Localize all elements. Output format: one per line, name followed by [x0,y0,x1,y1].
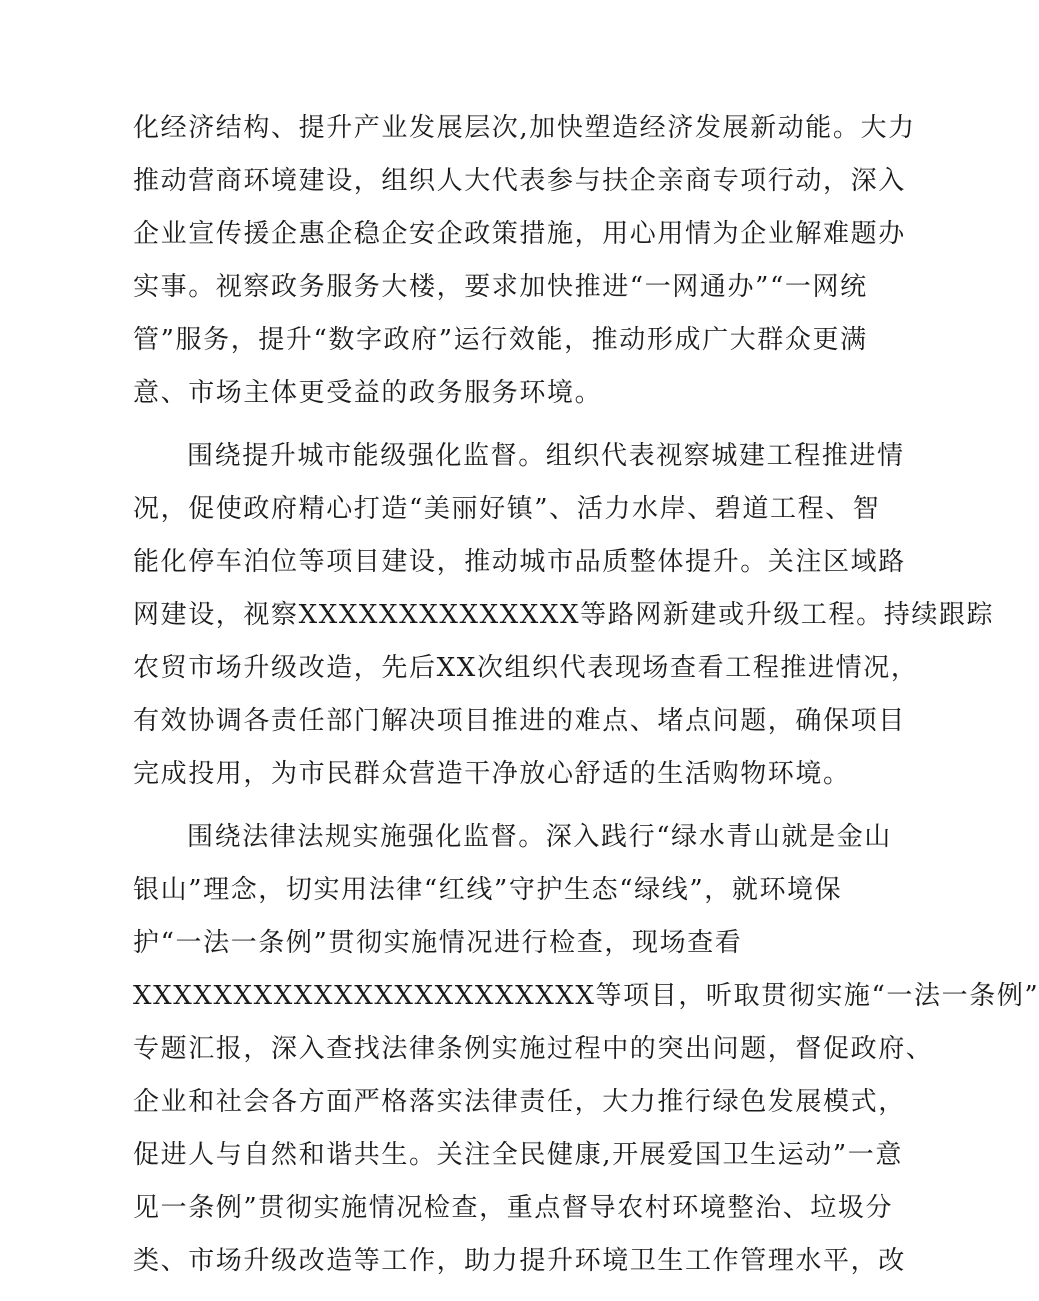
paragraph-3-line-1: 围绕法律法规实施强化监督。深入践行“绿水青山就是金山 [187,822,892,852]
paragraph-3-line-3: 护“一法一条例”贯彻实施情况进行检查，现场查看 [133,928,743,958]
paragraph-3-line-6: 企业和社会各方面严格落实法律责任，大力推行绿色发展模式， [133,1087,906,1117]
paragraph-3-line-9: 类、市场升级改造等工作，助力提升环境卫生工作管理水平，改 [133,1246,906,1276]
paragraph-2-line-2: 况，促使政府精心打造“美丽好镇”、活力水岸、碧道工程、智 [133,494,881,524]
paragraph-3-line-8: 见一条例”贯彻实施情况检查，重点督导农村环境整治、垃圾分 [133,1193,894,1223]
paragraph-3-line-2: 银山”理念，切实用法律“红线”守护生态“绿线”，就环境保 [133,875,843,905]
paragraph-2-line-1: 围绕提升城市能级强化监督。组织代表视察城建工程推进情 [187,441,905,471]
text-line-6: 意、市场主体更受益的政务服务环境。 [133,378,603,408]
paragraph-2-line-6: 有效协调各责任部门解决项目推进的难点、堵点问题，确保项目 [133,706,906,736]
paragraph-3-line-7: 促进人与自然和谐共生。关注全民健康,开展爱国卫生运动”一意 [133,1140,903,1170]
paragraph-3-line-4: XXXXXXXXXXXXXXXXXXXXXXX等项目，听取贯彻实施“一法一条例” [133,981,1039,1011]
paragraph-3-line-5: 专题汇报，深入查找法律条例实施过程中的突出问题，督促政府、 [133,1034,934,1064]
text-line-3: 企业宣传援企惠企稳企安企政策措施，用心用情为企业解难题办 [133,219,906,249]
text-line-2: 推动营商环境建设，组织人大代表参与扶企亲商专项行动，深入 [133,166,906,196]
paragraph-2-line-3: 能化停车泊位等项目建设，推动城市品质整体提升。关注区域路 [133,547,906,577]
text-line-4: 实事。视察政务服务大楼，要求加快推进“一网通办”“一网统 [133,272,868,302]
text-line-1: 化经济结构、提升产业发展层次,加快塑造经济发展新动能。大力 [133,113,916,143]
paragraph-2-line-5: 农贸市场升级改造，先后XX次组织代表现场查看工程推进情况， [133,653,919,683]
paragraph-2-line-7: 完成投用，为市民群众营造干净放心舒适的生活购物环境。 [133,759,851,789]
paragraph-2-line-4: 网建设，视察XXXXXXXXXXXXXX等路网新建或升级工程。持续跟踪 [133,600,995,630]
text-line-5: 管”服务，提升“数字政府”运行效能，推动形成广大群众更满 [133,325,868,355]
